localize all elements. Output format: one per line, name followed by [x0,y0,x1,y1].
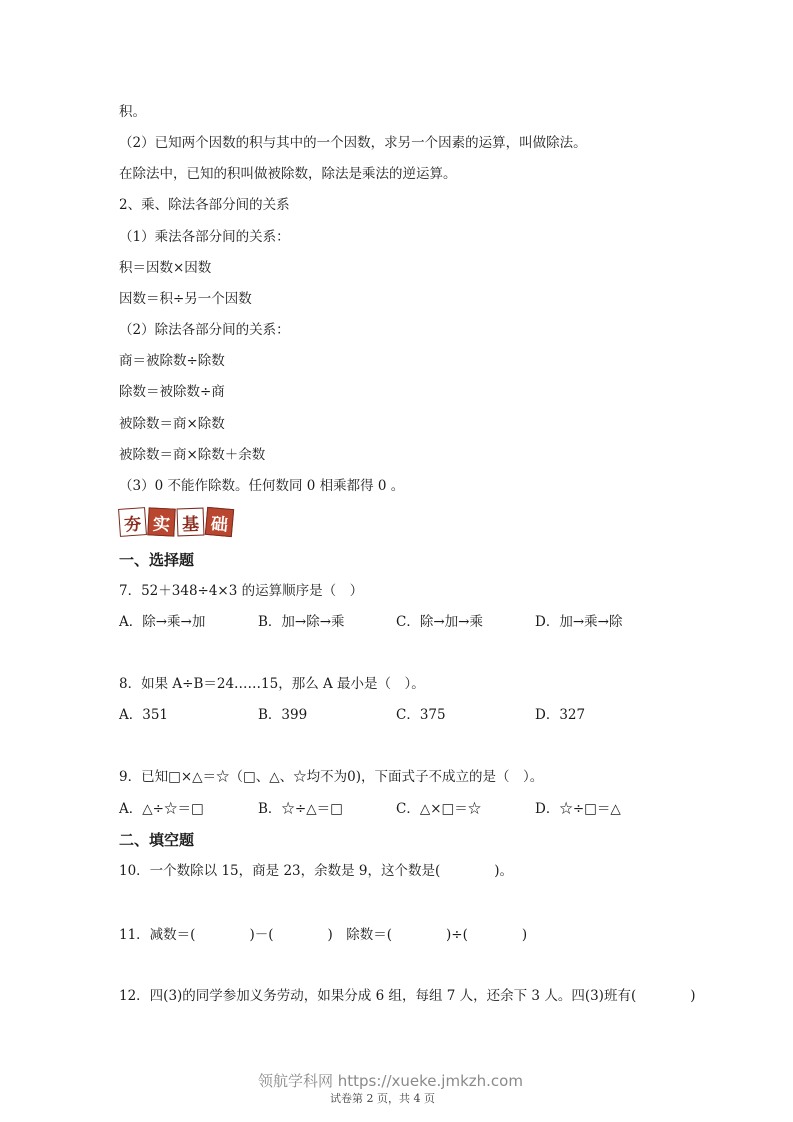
text-line: 商＝被除数÷除数 [119,353,225,369]
badge-char: 实 [147,507,175,536]
text-line: （2）已知两个因数的积与其中的一个因数，求另一个因素的运算，叫做除法。 [119,135,587,151]
q7-option-c: C．除→加→乘 [396,614,483,630]
badge-char: 基 [177,508,205,537]
question-12: 12．四(3)的同学参加义务劳动，如果分成 6 组，每组 7 人，还余下 3 人。四(3)班有( ) [119,988,696,1004]
q7-option-a: A．除→乘→加 [119,614,206,630]
text-line: （2）除法各部分间的关系： [119,322,290,338]
text-line: 被除数＝商×除数 [119,416,225,432]
text-line: 被除数＝商×除数＋余数 [119,447,266,463]
question-7-stem: 7．52＋348÷4×3 的运算顺序是（ ） [119,583,364,599]
q8-option-c: C．375 [396,707,446,723]
badge-char: 夯 [118,507,147,537]
q8-option-a: A．351 [119,707,169,723]
text-line: 积。 [119,104,146,120]
section-badge [119,508,233,536]
text-line: 除数＝被除数÷商 [119,384,225,400]
q7-option-b: B．加→除→乘 [258,614,345,630]
page-footer: 试卷第 2 页，共 4 页 [330,1092,435,1105]
q9-option-d: D．☆÷□＝△ [535,801,621,817]
text-line: 积＝因数×因数 [119,260,212,276]
q7-option-d: D．加→乘→除 [535,614,623,630]
section-title-fill: 二、填空题 [119,831,195,849]
q9-option-b: B．☆÷△＝□ [258,801,343,817]
q9-option-a: A．△÷☆＝□ [119,801,204,817]
text-line: 在除法中，已知的积叫做被除数，除法是乘法的逆运算。 [119,166,457,182]
text-line: 2、乘、除法各部分间的关系 [119,197,290,213]
q8-option-d: D．327 [535,707,586,723]
q9-option-c: C．△×□＝☆ [396,801,482,817]
badge-char: 础 [205,507,234,537]
text-line: （3）0 不能作除数。任何数同 0 相乘都得 0 。 [119,478,405,494]
question-11: 11．减数＝( )－( ) 除数＝( )÷( ) [119,927,528,943]
question-9-stem: 9．已知□×△＝☆（□、△、☆均不为0)，下面式子不成立的是（ ）。 [119,769,544,785]
q8-option-b: B．399 [258,707,308,723]
section-title-choice: 一、选择题 [119,551,195,569]
text-line: （1）乘法各部分间的关系： [119,229,290,245]
watermark: 领航学科网 https://xueke.jmkzh.com [258,1072,523,1090]
text-line: 因数＝积÷另一个因数 [119,291,252,307]
question-8-stem: 8．如果 A÷B＝24……15，那么 A 最小是（ ）。 [119,676,425,692]
question-10: 10．一个数除以 15，商是 23，余数是 9，这个数是( )。 [119,863,514,879]
